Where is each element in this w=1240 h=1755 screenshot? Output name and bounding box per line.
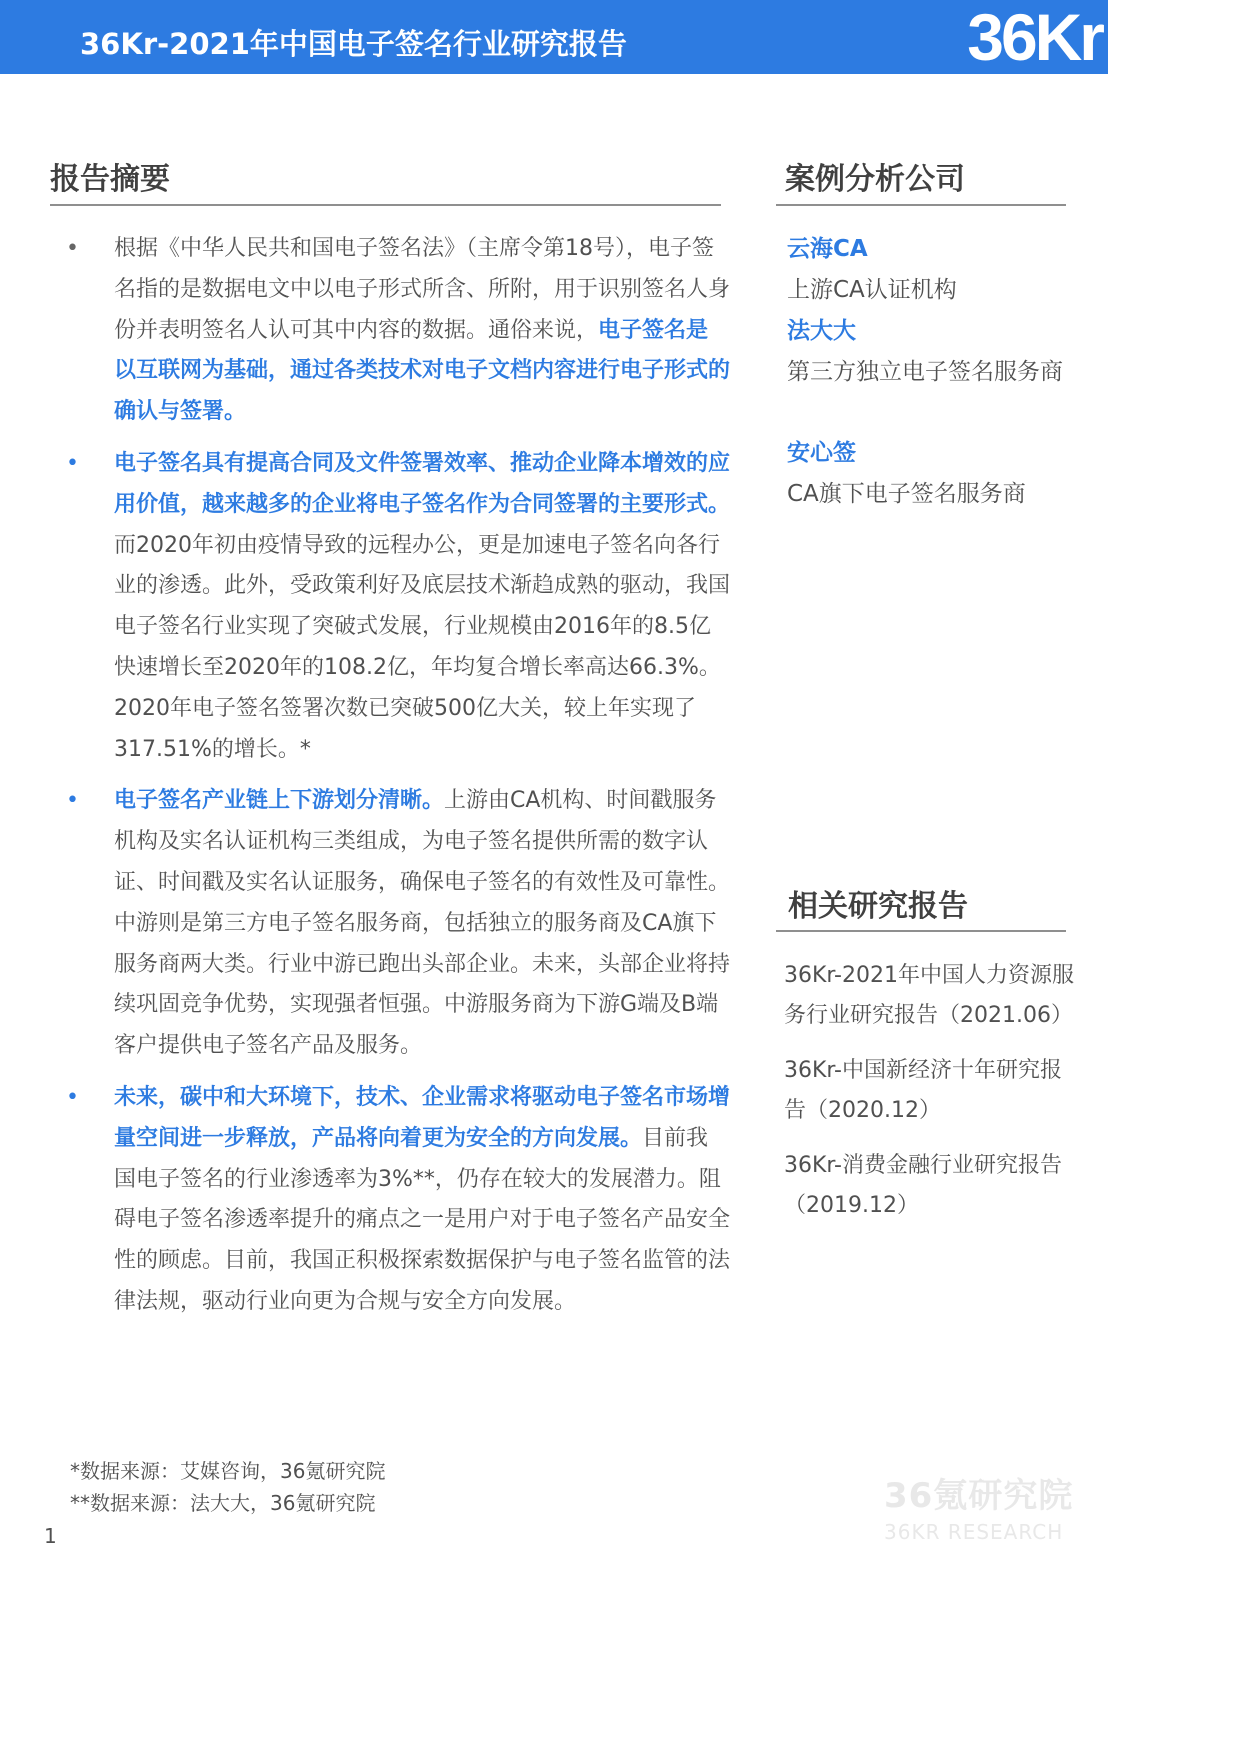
bullet-dot-icon: •	[66, 450, 79, 476]
header-bar	[0, 0, 1108, 74]
bullet-text: 上游由CA机构、时间戳服务机构及实名认证机构三类组成，为电子签名提供所需的数字认证、时间戳及实名认证服务，确保电子签名的有效性及可靠性。中游则是第三方电子签名服务商，包括独立的服务商及CA旗下服务商两大类。行业中游已跑出头部企业。未来，头部企业将持续巩固竞争优势，实现强者恒强。中游服务商为下游G端及B端客户提供电子签名产品及服务。	[114, 788, 731, 1059]
related-heading: 相关研究报告	[788, 889, 968, 924]
company-fadada	[787, 311, 1077, 393]
related-report-item[interactable]: 36Kr-中国新经济十年研究报告（2020.12）	[784, 1058, 1062, 1123]
bullet-dot-icon: •	[66, 788, 79, 814]
summary-bullet-4	[64, 1078, 730, 1323]
bullet-text: 根据《中华人民共和国电子签名法》（主席令第18号），电子签名指的是数据电文中以电子形式所含、所附，用于识别签名人身份并表明签名人认可其中内容的数据。通俗来说，	[114, 236, 731, 343]
related-divider	[776, 930, 1066, 932]
related-report-list	[784, 956, 1074, 1241]
report-title: 36Kr-2021年中国电子签名行业研究报告	[80, 27, 627, 61]
summary-divider	[50, 204, 721, 206]
bullet-dot-icon: •	[66, 236, 79, 261]
company-name: 法大大	[787, 318, 856, 344]
related-report-item[interactable]: 36Kr-消费金融行业研究报告（2019.12）	[784, 1153, 1062, 1218]
related-report-item[interactable]: 36Kr-2021年中国人力资源服务行业研究报告（2021.06）	[784, 963, 1074, 1028]
company-name: 云海CA	[787, 236, 868, 262]
watermark-en: 36KR RESEARCH	[884, 1520, 1064, 1544]
company-desc: 第三方独立电子签名服务商	[787, 358, 1063, 385]
summary-heading: 报告摘要	[50, 162, 170, 197]
company-anxinqian	[787, 433, 1077, 515]
page-number: 1	[44, 1524, 57, 1548]
36kr-logo: 36Kr	[967, 0, 1102, 74]
bullet-highlight: 电子签名是以互联网为基础，通过各类技术对电子文档内容进行电子形式的确认与签署。	[114, 317, 731, 425]
summary-bullet-2	[64, 444, 730, 770]
cases-heading: 案例分析公司	[785, 162, 965, 197]
footnote-source-2: **数据来源：法大大，36氪研究院	[70, 1491, 376, 1515]
bullet-text: 而2020年初由疫情导致的远程办公，更是加速电子签名向各行业的渗透。此外，受政策利好及底层技术渐趋成熟的驱动，我国电子签名行业实现了突破式发展，行业规模由2016年的8.5亿快速增长至2020年的108.2亿，年均复合增长率高达66.3%。2020年电子签名签署次数已突破500亿大关，较上年实现了317.51%的增长。*	[114, 532, 731, 762]
company-name: 安心签	[787, 440, 856, 466]
bullet-dot-icon: •	[66, 1084, 79, 1110]
summary-bullet-3	[64, 781, 730, 1067]
watermark-cn: 36氪研究院	[884, 1476, 1074, 1516]
bullet-highlight: 电子签名产业链上下游划分清晰。	[114, 788, 445, 814]
bullet-highlight: 未来，碳中和大环境下，技术、企业需求将驱动电子签名市场增量空间进一步释放，产品将向着更为安全的方向发展。	[114, 1084, 731, 1151]
company-desc: 上游CA认证机构	[787, 276, 957, 303]
bullet-text: 目前我国电子签名的行业渗透率为3%**，仍存在较大的发展潜力。阻碍电子签名渗透率提升的痛点之一是用户对于电子签名产品安全性的顾虑。目前，我国正积极探索数据保护与电子签名监管的法律法规，驱动行业向更为合规与安全方向发展。	[114, 1125, 731, 1314]
summary-bullet-1	[64, 229, 730, 433]
cases-divider	[776, 204, 1066, 206]
summary-bullet-list	[64, 229, 730, 1334]
footnote-source-1: *数据来源：艾媒咨询，36氪研究院	[70, 1459, 386, 1483]
company-desc: CA旗下电子签名服务商	[787, 480, 1026, 507]
company-yunhai-ca	[787, 229, 1077, 311]
bullet-highlight: 电子签名具有提高合同及文件签署效率、推动企业降本增效的应用价值，越来越多的企业将电子签名作为合同签署的主要形式。	[114, 450, 731, 517]
